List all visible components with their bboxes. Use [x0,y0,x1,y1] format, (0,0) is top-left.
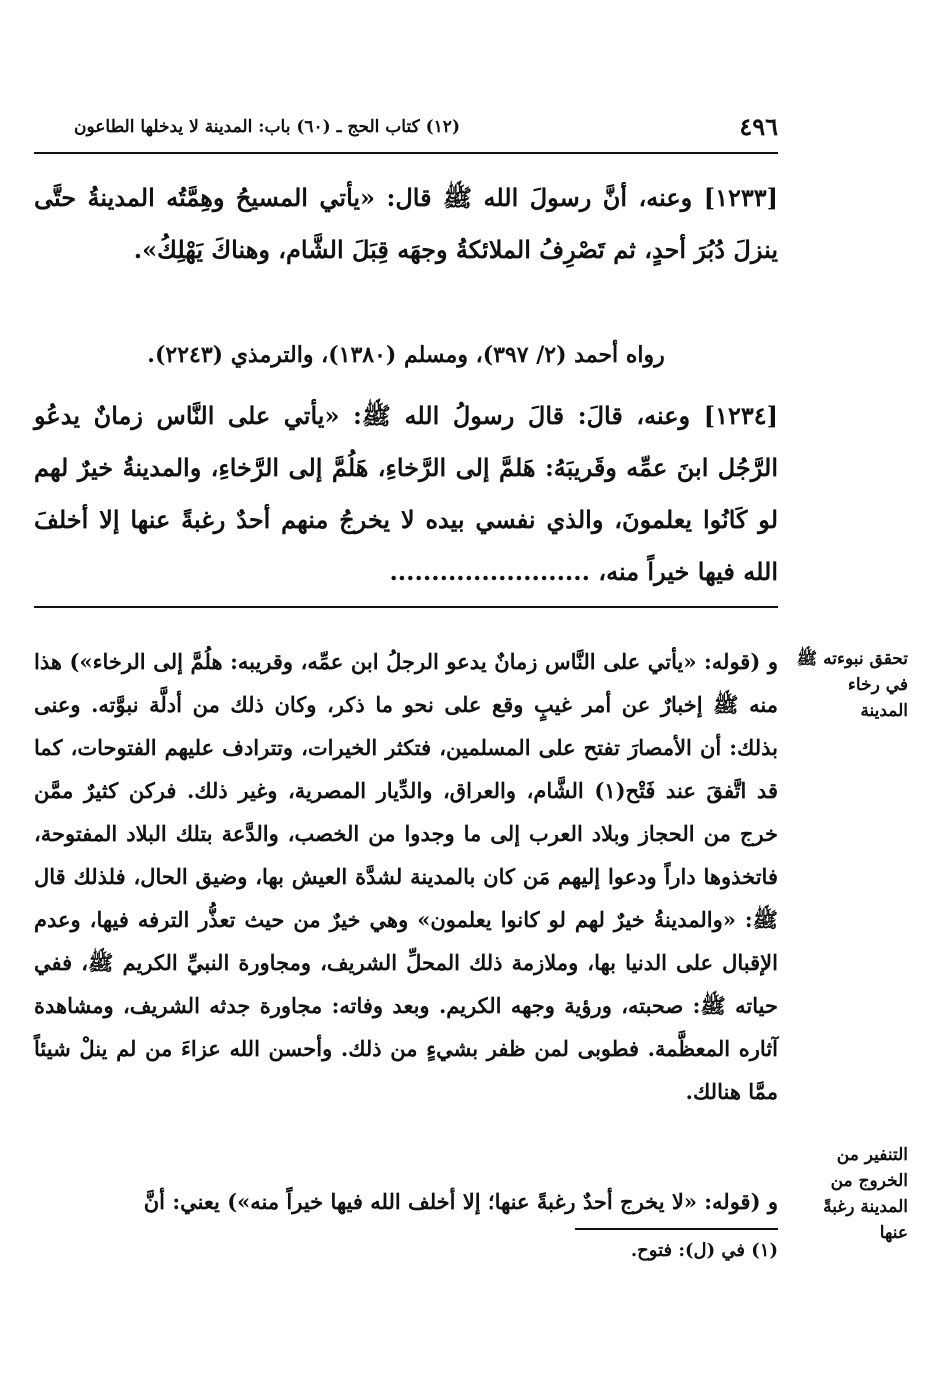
hadith-1234: [١٢٣٤] وعنه، قالَ: قالَ رسولُ الله ﷺ: «يأتي على النَّاس زمانٌ يدعُو الرَّجُل ابنَ عمِّه وقَريبَهُ: هَلمَّ إلى الرَّخاءِ، هَلُمَّ إلى الرَّخاءِ، والمدينةُ خيرٌ لهم لو كَانُوا يعلمونَ، والذي نفسي بيده لا يخرجُ منهم أحدٌ رغبةً عنها إلا أخلفَ الله فيها خيراً منه، ........................ [34,401,778,586]
running-title: (١٢) كتاب الحج ـ (٦٠) باب: المدينة لا يدخلها الطاعون [74,117,460,137]
section-divider [34,606,778,608]
footnote: (١) في (ل): فتوح. [630,1240,778,1261]
margin-note-leaving-medina: التنفير من الخروج من المدينة رغبةً عنها [823,1145,908,1243]
margin-note-prophecy: تحقق نبوءته ﷺ في رخاء المدينة [796,649,908,721]
hadith-1233: [١٢٣٣] وعنه، أنَّ رسولَ الله ﷺ قال: «يأتي المسيحُ وهِمَّتُه المدينةُ حتَّى ينزلَ دُبُرَ أحدٍ، ثم تَصْرِفُ الملائكةُ وجهَه قِبَلَ الشَّام، وهناكَ يَهْلِكُ». [34,183,778,264]
commentary-paragraph: و (قوله: «يأتي على النَّاس زمانٌ يدعو الرجلُ ابن عمِّه، وقريبه: هلُمَّ إلى الرخاء») هذا منه ﷺ إخبارٌ عن أمر غيبٍ وقع على نحو ما ذكر، وكان ذلك من أدلَّة نبوَّته. وعنى بذلك: أن الأمصارَ تفتح على المسلمين، فتكثر الخيرات، وتترادف عليهم الفتوحات، كما قد اتَّفقَ عند فَتْح(١) الشَّام، والعراق، والدِّيار المصرية، وغير ذلك. فركن كثيرٌ ممَّن خرج من الحجاز وبلاد العرب إلى ما وجدوا من الخصب، والدَّعة بتلك البلاد المفتوحة، فاتخذوها داراً ودعوا إليهم مَن كان بالمدينة لشدَّة العيش بها، وضيق الحال، فلذلك قال ﷺ: «والمدينةُ خيرٌ لهم لو كانوا يعلمون» وهي خيرٌ من حيث تعذُّر الترفه فيها، وعدم الإقبال على الدنيا بها، وملازمة ذلك المحلِّ الشريف، ومجاورة النبيِّ الكريم ﷺ، ففي حياته ﷺ: صحبته، ورؤية وجهه الكريم. وبعد وفاته: مجاورة جدثه الشريف، ومشاهدة آثاره المعظَّمة. فطوبى لمن ظفر بشيءٍ من ذلك. وأحسن الله عزاءَ من لم ينلْ شيئاً ممَّا هنالك. [34,649,778,1104]
commentary-paragraph-2: و (قوله: «لا يخرج أحدٌ رغبةً عنها؛ إلا أخلف الله فيها خيراً منه») يعني: أنَّ [143,1189,778,1214]
page-header [34,112,778,152]
hadith-1233-source: رواه أحمد (٢/ ٣٩٧)، ومسلم (١٣٨٠)، والترمذي (٢٢٤٣). [147,342,665,368]
footnote-rule [575,1228,778,1230]
header-rule [34,152,778,154]
page-number: ٤٩٦ [739,112,778,141]
